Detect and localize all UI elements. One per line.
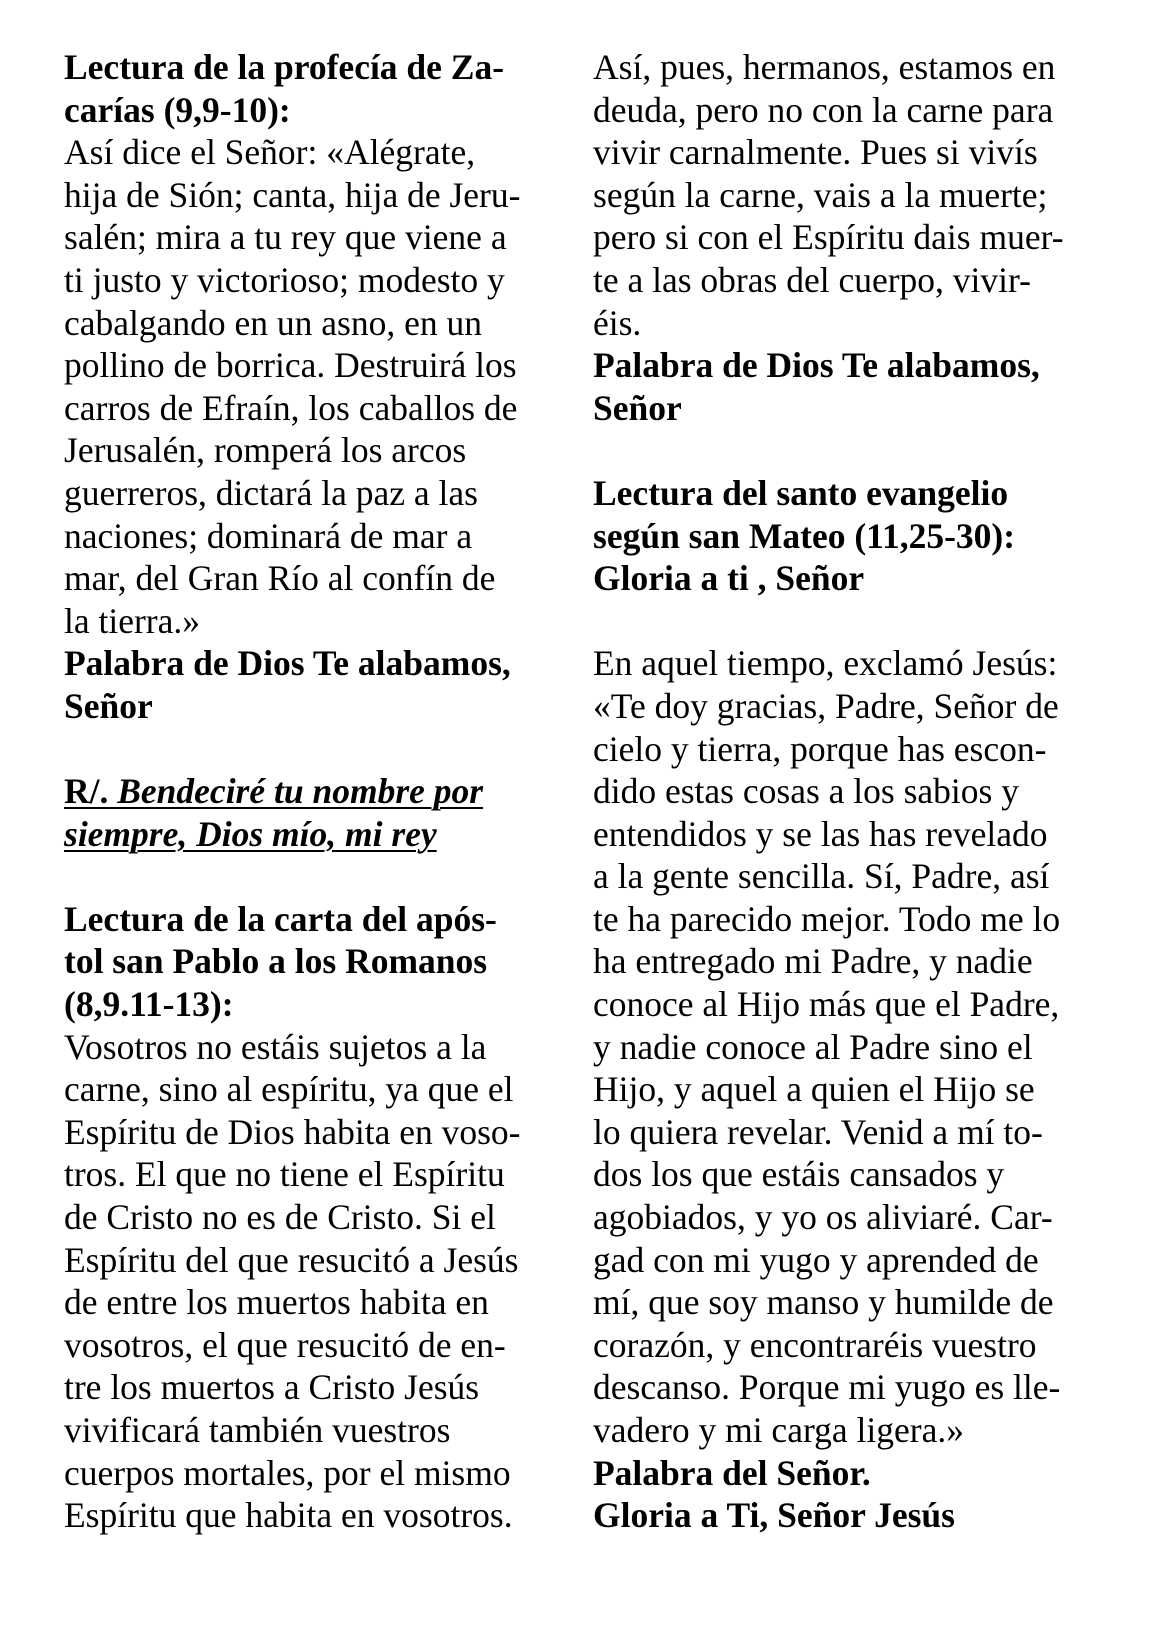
second-reading-text-line: Espíritu que habita en vosotros. <box>64 1495 513 1536</box>
second-reading-text-line: pero si con el Espíritu dais muer- <box>593 217 1064 258</box>
second-reading-text-line: deuda, pero no con la carne para <box>593 89 1054 130</box>
second-reading-text-line: vosotros, el que resucitó de en- <box>64 1324 506 1365</box>
second-reading-text-line: tre los muertos a Cristo Jesús <box>64 1367 480 1408</box>
gospel-text-line: corazón, y encontraréis vuestro <box>593 1324 1037 1365</box>
psalm-response-text: Bendeciré tu nombre por <box>108 771 484 812</box>
spacer <box>593 600 1133 643</box>
second-reading-text-line: Así, pues, hermanos, estamos en <box>593 47 1056 87</box>
left-column <box>64 46 564 1537</box>
gospel-text-line: En aquel tiempo, exclamó Jesús: <box>593 643 1058 684</box>
second-reading-text-line: Espíritu del que resucitó a Jesús <box>64 1239 519 1280</box>
first-reading-text-line: naciones; dominará de mar a <box>64 515 473 556</box>
second-reading-text-line: según la carne, vais a la muerte; <box>593 174 1048 215</box>
second-reading-continued <box>593 46 1133 429</box>
second-reading-text-line: te a las obras del cuerpo, vivir- <box>593 259 1031 300</box>
first-reading-text-line: guerreros, dictará la paz a las <box>64 472 478 513</box>
gospel-text-line: cielo y tierra, porque has escon- <box>593 728 1047 769</box>
spacer <box>64 855 564 898</box>
first-reading-text-line: Así dice el Señor: «Alégrate, <box>64 132 476 173</box>
psalm-response-line <box>64 770 564 813</box>
gospel-text-line: te ha parecido mejor. Todo me lo <box>593 898 1061 939</box>
gospel-text-line: mí, que soy manso y humilde de <box>593 1282 1054 1323</box>
first-reading <box>64 46 564 728</box>
spacer <box>593 429 1133 472</box>
second-reading-text-line: vivir carnalmente. Pues si vivís <box>593 132 1038 173</box>
second-reading-text-line: éis. <box>593 302 642 343</box>
second-reading-heading-line: (8,9.11-13): <box>64 984 234 1025</box>
gospel-text-line: dos los que estáis cansados y <box>593 1154 1005 1195</box>
second-reading-text-line: carne, sino al espíritu, ya que el <box>64 1069 514 1110</box>
psalm-response <box>64 770 564 855</box>
second-reading-text-line: de entre los muertos habita en <box>64 1282 489 1323</box>
gospel-text-line: vadero y mi carga ligera.» <box>593 1410 964 1450</box>
gospel-text-line: ha entregado mi Padre, y nadie <box>593 941 1033 982</box>
psalm-response-text: siempre, Dios mío, mi rey <box>64 813 437 854</box>
first-reading-closing-line: Palabra de Dios Te alabamos, <box>64 643 511 684</box>
gospel-text-line: entendidos y se las has revelado <box>593 813 1048 854</box>
spacer <box>64 728 564 771</box>
first-reading-text-line: Jerusalén, romperá los arcos <box>64 430 467 471</box>
gospel-heading-line: Lectura del santo evangelio <box>593 472 1009 513</box>
first-reading-text-line: pollino de borrica. Destruirá los <box>64 345 517 386</box>
second-reading <box>64 898 564 1537</box>
gospel-closing-line: Gloria a Ti, Señor Jesús <box>593 1495 955 1536</box>
first-reading-heading-line: Lectura de la profecía de Za- <box>64 47 505 87</box>
second-reading-text-line: vivificará también vuestros <box>64 1410 451 1450</box>
gospel-reading <box>593 472 1133 1537</box>
first-reading-text-line: mar, del Gran Río al confín de <box>64 558 496 599</box>
gospel-text-line: «Te doy gracias, Padre, Señor de <box>593 685 1059 726</box>
second-reading-heading-line: Lectura de la carta del após- <box>64 898 497 939</box>
gospel-closing-line: Palabra del Señor. <box>593 1452 871 1493</box>
gospel-text-line: Hijo, y aquel a quien el Hijo se <box>593 1069 1035 1110</box>
gospel-text-line: y nadie conoce al Padre sino el <box>593 1026 1033 1067</box>
gospel-text-line: conoce al Hijo más que el Padre, <box>593 984 1060 1025</box>
psalm-response-line <box>64 813 564 856</box>
second-reading-text-line: Espíritu de Dios habita en voso- <box>64 1111 521 1152</box>
gospel-text-line: a la gente sencilla. Sí, Padre, así <box>593 856 1050 897</box>
gospel-text-line: gad con mi yugo y aprended de <box>593 1239 1039 1280</box>
right-column <box>593 46 1133 1537</box>
second-reading-closing-line: Señor <box>593 387 682 428</box>
second-reading-heading-line: tol san Pablo a los Romanos <box>64 941 488 982</box>
gospel-text-line: dido estas cosas a los sabios y <box>593 771 1019 812</box>
first-reading-text-line: la tierra.» <box>64 600 201 641</box>
gospel-heading-line: según san Mateo (11,25-30): <box>593 515 1016 556</box>
first-reading-text-line: ti justo y victorioso; modesto y <box>64 259 505 300</box>
gospel-text-line: descanso. Porque mi yugo es lle- <box>593 1367 1061 1408</box>
gospel-text-line: lo quiera revelar. Venid a mí to- <box>593 1111 1043 1152</box>
first-reading-text-line: salén; mira a tu rey que viene a <box>64 217 507 258</box>
first-reading-text-line: cabalgando en un asno, en un <box>64 302 482 343</box>
first-reading-text-line: carros de Efraín, los caballos de <box>64 387 518 428</box>
gospel-text-line: agobiados, y yo os aliviaré. Car- <box>593 1197 1053 1238</box>
gospel-heading-line: Gloria a ti , Señor <box>593 558 865 599</box>
second-reading-text-line: Vosotros no estáis sujetos a la <box>64 1026 487 1067</box>
first-reading-heading-line: carías (9,9-10): <box>64 89 291 130</box>
second-reading-text-line: cuerpos mortales, por el mismo <box>64 1452 511 1493</box>
psalm-response-marker: R/. <box>64 771 109 812</box>
second-reading-text-line: de Cristo no es de Cristo. Si el <box>64 1197 496 1238</box>
second-reading-closing-line: Palabra de Dios Te alabamos, <box>593 345 1040 386</box>
second-reading-text-line: tros. El que no tiene el Espíritu <box>64 1154 505 1195</box>
first-reading-text-line: hija de Sión; canta, hija de Jeru- <box>64 174 521 215</box>
first-reading-closing-line: Señor <box>64 685 153 726</box>
